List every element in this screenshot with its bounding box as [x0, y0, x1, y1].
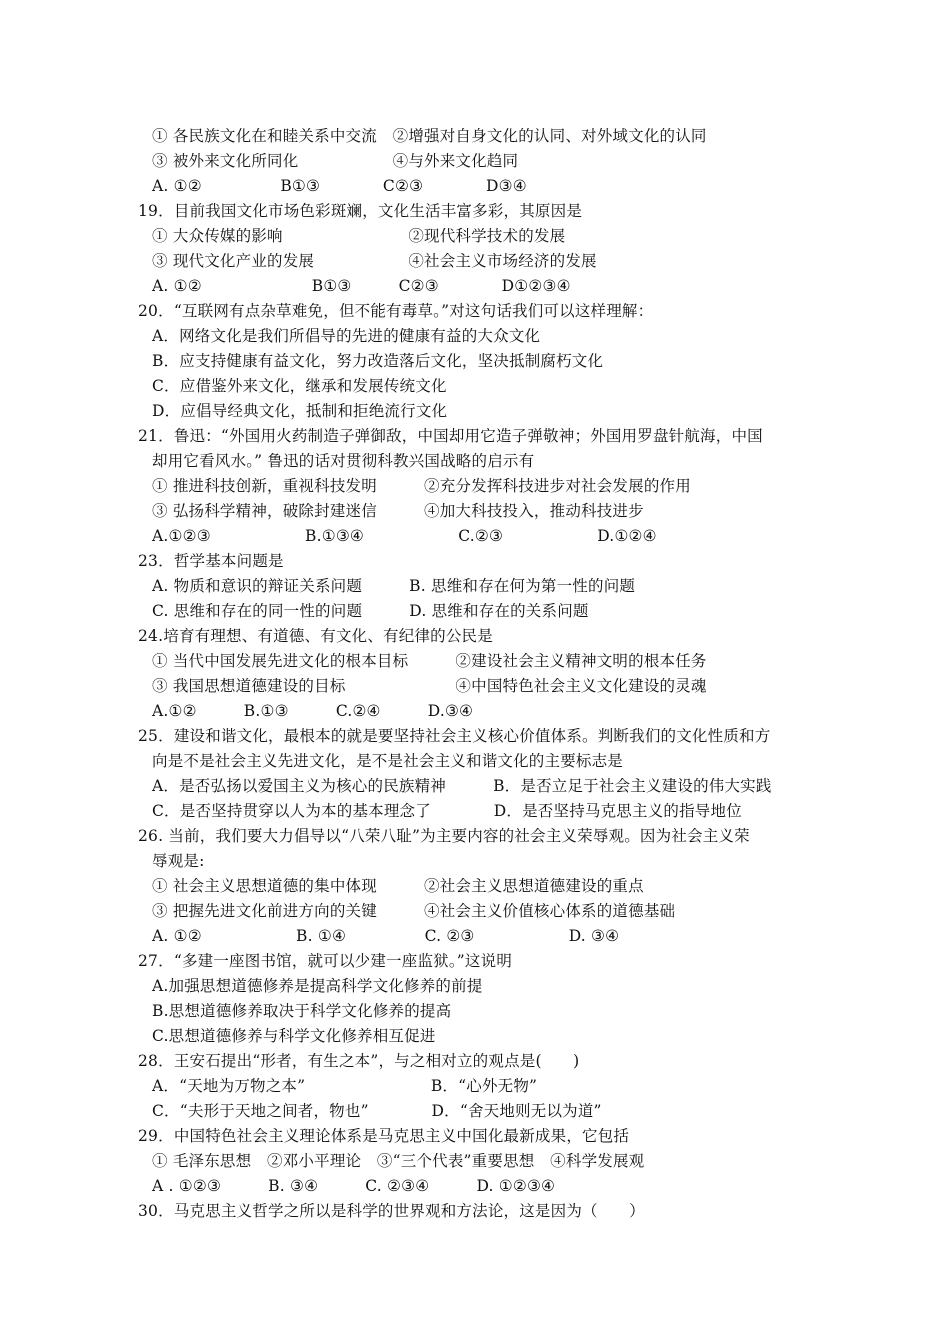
choice-line: A．“天地为万物之本” B．“心外无物”: [152, 1077, 538, 1095]
choice-line: A. 物质和意识的辩证关系问题 B. 思维和存在何为第一性的问题: [152, 577, 636, 595]
option-line: ① 当代中国发展先进文化的根本目标 ②建设社会主义精神文明的根本任务: [152, 652, 707, 670]
choice-line: B．应支持健康有益文化，努力改造落后文化，坚决抵制腐朽文化: [152, 352, 604, 370]
choice-line: A . ①②③ B. ③④ C. ②③④ D. ①②③④: [152, 1177, 556, 1195]
question-20: 20．“互联网有点杂草难免，但不能有毒草。”对这句话我们可以这样理解：: [138, 302, 654, 320]
choice-line: A．是否弘扬以爱国主义为核心的民族精神 B．是否立足于社会主义建设的伟大实践: [152, 777, 772, 795]
choice-line: D．应倡导经典文化，抵制和拒绝流行文化: [152, 402, 448, 420]
question-21-cont: 却用它看风水。” 鲁迅的话对贯彻科教兴国战略的启示有: [152, 452, 535, 470]
choice-line: A. ①② B①③ C②③ D①②③④: [152, 277, 571, 295]
question-26: 26. 当前，我们要大力倡导以“八荣八耻”为主要内容的社会主义荣辱观。因为社会主义荣: [138, 827, 750, 845]
choice-line: C.思想道德修养与科学文化修养相互促进: [152, 1027, 436, 1045]
option-line: ③ 我国思想道德建设的目标 ④中国特色社会主义文化建设的灵魂: [152, 677, 707, 695]
choice-line: A. ①② B①③ C②③ D③④: [152, 177, 527, 195]
choice-line: C．“夫形于天地之间者，物也” D．“舍天地则无以为道”: [152, 1102, 602, 1120]
question-21: 21．鲁迅：“外国用火药制造子弹御敌，中国却用它造子弹敬神；外国用罗盘针航海，中国: [138, 427, 763, 445]
question-19: 19．目前我国文化市场色彩斑斓，文化生活丰富多彩，其原因是: [138, 202, 583, 220]
option-line: ③ 弘扬科学精神，破除封建迷信 ④加大科技投入，推动科技进步: [152, 502, 644, 520]
choice-line: B.思想道德修养取决于科学文化修养的提高: [152, 1002, 452, 1020]
question-26-cont: 辱观是:: [152, 852, 205, 870]
question-25: 25．建设和谐文化，最根本的就是要坚持社会主义核心价值体系。判断我们的文化性质和方: [138, 727, 771, 745]
choice-line: C．是否坚持贯穿以人为本的基本理念了 D．是否坚持马克思主义的指导地位: [152, 802, 742, 820]
question-28: 28．王安石提出“形者，有生之本”，与之相对立的观点是( ): [138, 1052, 580, 1070]
question-29: 29．中国特色社会主义理论体系是马克思主义中国化最新成果，它包括: [138, 1127, 630, 1145]
choice-line: A.①② B.①③ C.②④ D.③④: [152, 702, 474, 720]
choice-line: A.①②③ B.①③④ C.②③ D.①②④: [152, 527, 657, 545]
question-24: 24.培育有理想、有道德、有文化、有纪律的公民是: [138, 627, 493, 645]
question-23: 23．哲学基本问题是: [138, 552, 284, 570]
option-line: ③ 现代文化产业的发展 ④社会主义市场经济的发展: [152, 252, 597, 270]
choice-line: C．应借鉴外来文化，继承和发展传统文化: [152, 377, 447, 395]
question-25-cont: 向是不是社会主义先进文化，是不是社会主义和谐文化的主要标志是: [152, 752, 624, 770]
option-line: ① 毛泽东思想 ②邓小平理论 ③“三个代表”重要思想 ④科学发展观: [152, 1152, 645, 1170]
option-line: ③ 被外来文化所同化 ④与外来文化趋同: [152, 152, 519, 170]
question-30: 30．马克思主义哲学之所以是科学的世界观和方法论，这是因为（ ）: [138, 1202, 645, 1220]
choice-line: A. ①② B. ①④ C. ②③ D. ③④: [152, 927, 620, 945]
choice-line: C. 思维和存在的同一性的问题 D. 思维和存在的关系问题: [152, 602, 589, 620]
question-27: 27．“多建一座图书馆，就可以少建一座监狱。”这说明: [138, 952, 513, 970]
option-line: ① 推进科技创新，重视科技发明 ②充分发挥科技进步对社会发展的作用: [152, 477, 691, 495]
option-line: ① 社会主义思想道德的集中体现 ②社会主义思想道德建设的重点: [152, 877, 644, 895]
option-line: ③ 把握先进文化前进方向的关键 ④社会主义价值核心体系的道德基础: [152, 902, 676, 920]
choice-line: A.加强思想道德修养是提高科学文化修养的前提: [152, 977, 483, 995]
option-line: ① 大众传媒的影响 ②现代科学技术的发展: [152, 227, 566, 245]
option-line: ① 各民族文化在和睦关系中交流 ②增强对自身文化的认同、对外域文化的认同: [152, 127, 707, 145]
choice-line: A．网络文化是我们所倡导的先进的健康有益的大众文化: [152, 327, 541, 345]
